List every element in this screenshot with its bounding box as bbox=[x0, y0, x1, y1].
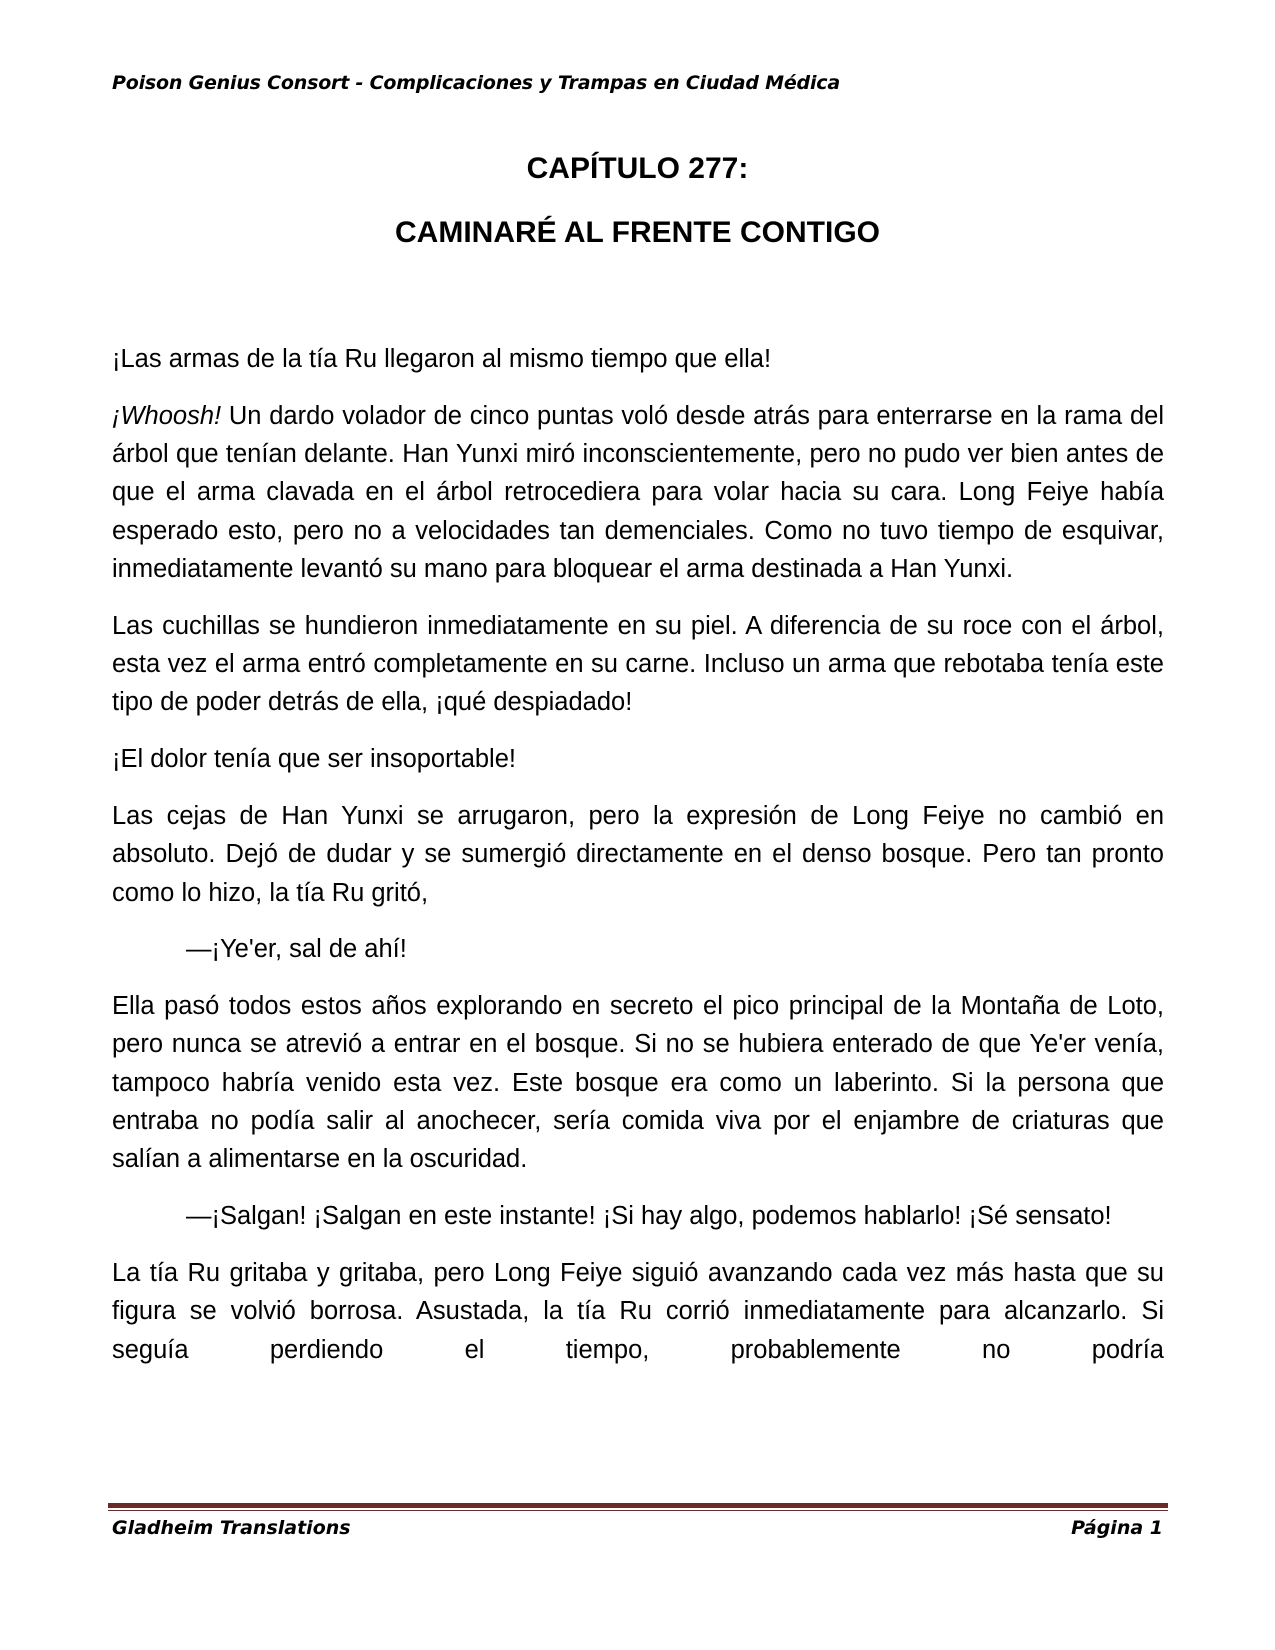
footer-rule-thin bbox=[108, 1510, 1168, 1511]
paragraph: Las cejas de Han Yunxi se arrugaron, pero la expresión de Long Feiye no cambió en absoluto. Dejó de dudar y se sumergió directamente en el denso bosque. Pero tan pronto como lo hizo, la tía Ru gritó, bbox=[112, 801, 1164, 907]
paragraph: ¡Las armas de la tía Ru llegaron al mismo tiempo que ella! bbox=[112, 345, 772, 373]
paragraph: Las cuchillas se hundieron inmediatamente en su piel. A diferencia de su roce con el árbol, esta vez el arma entró completamente en su carne. Incluso un arma que rebotaba tenía este tipo de poder detrás de ella, ¡qué despiadado! bbox=[112, 611, 1164, 717]
chapter-title: CAMINARÉ AL FRENTE CONTIGO bbox=[395, 216, 880, 249]
paragraph-text: Un dardo volador de cinco puntas voló desde atrás para enterrarse en la rama del árbol que tenían delante. Han Yunxi miró inconscientemente, pero no pudo ver bien antes de que el arma clavada en el árbol retrocediera para volar hacia su cara. Long Feiye había esperado esto, pero no a velocidades tan demenciales. Como no tuvo tiempo de esquivar, inmediatamente levantó su mano para bloquear el arma destinada a Han Yunxi. bbox=[112, 401, 1164, 583]
paragraph: ¡El dolor tenía que ser insoportable! bbox=[112, 745, 516, 774]
dialogue-paragraph: —¡Salgan! ¡Salgan en este instante! ¡Si hay algo, podemos hablarlo! ¡Sé sensato! bbox=[186, 1202, 1112, 1231]
running-header: Poison Genius Consort - Complicaciones y Trampas en Ciudad Médica bbox=[112, 72, 840, 94]
footer-publisher: Gladheim Translations bbox=[112, 1517, 351, 1539]
chapter-number: CAPÍTULO 277: bbox=[526, 152, 749, 185]
footer-rule-thick bbox=[108, 1503, 1168, 1508]
footer-rule bbox=[108, 1503, 1168, 1512]
paragraph bbox=[112, 397, 1164, 588]
paragraph: Ella pasó todos estos años explorando en secreto el pico principal de la Montaña de Loto, pero nunca se atrevió a entrar en el bosque. Si no se hubiera enterado de que Ye'er venía, tampoco habría venido esta vez. Este bosque era como un laberinto. Si la persona que entraba no podía salir al anochecer, sería comida viva por el enjambre de criaturas que salían a alimentarse en la oscuridad. bbox=[112, 992, 1164, 1174]
page-number: Página 1 bbox=[1071, 1517, 1163, 1539]
chapter-body bbox=[112, 340, 1164, 1369]
paragraph-continues: La tía Ru gritaba y gritaba, pero Long Feiye siguió avanzando cada vez más hasta que su figura se volvió borrosa. Asustada, la tía Ru corrió inmediatamente para alcanzarlo. Si seguía perdiendo el tiempo, probablemente no podría bbox=[112, 1258, 1164, 1364]
sound-effect: ¡Whoosh! bbox=[112, 401, 222, 430]
dialogue-paragraph: —¡Ye'er, sal de ahí! bbox=[186, 935, 407, 964]
